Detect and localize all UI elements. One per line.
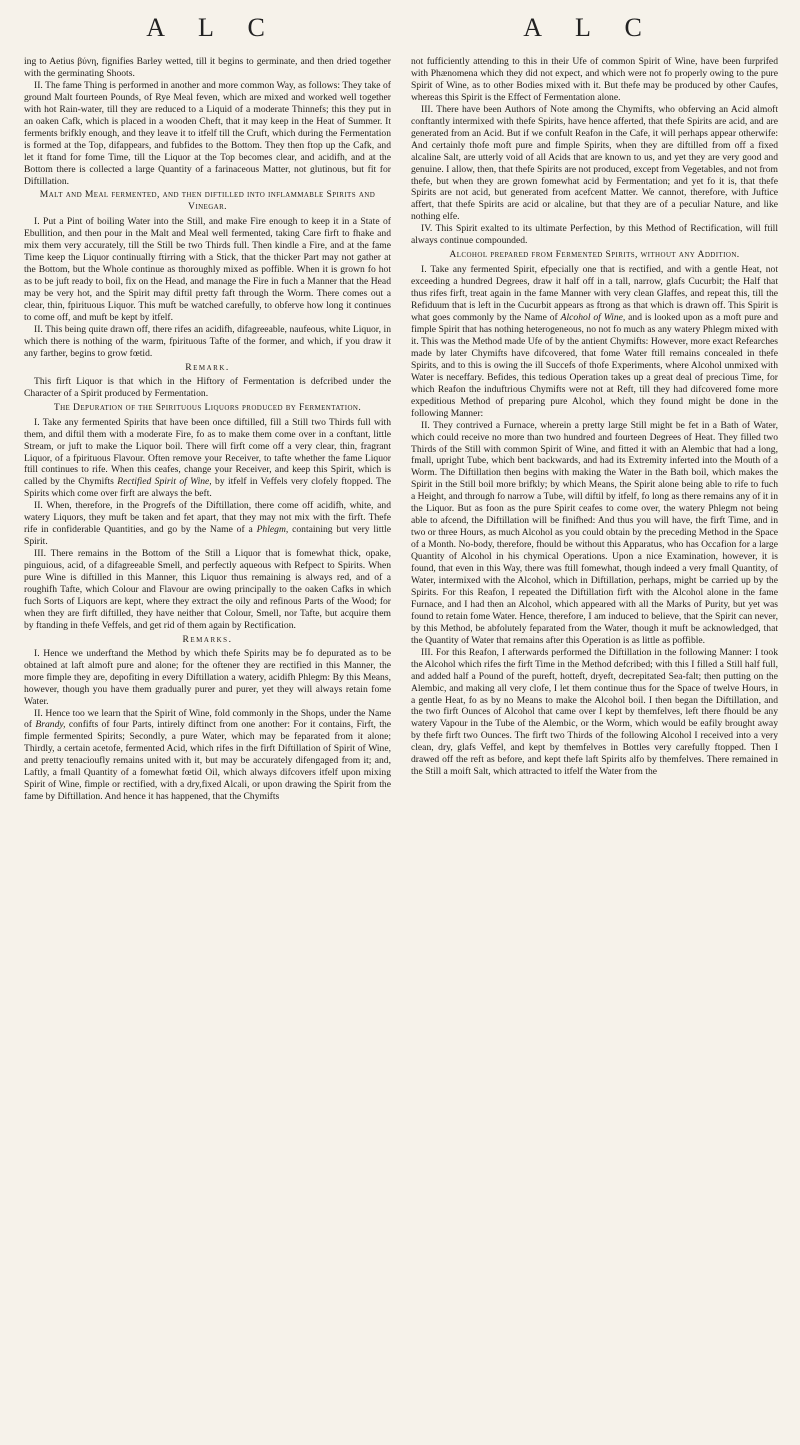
left-column: [24, 56, 391, 803]
paragraph: not fufficiently attending to this in their Ufe of common Spirit of Wine, have been furprifed with Phænomena which they did not expect, and which were not fo properly owing to the pure Spirit of Wine, as to other Bodies mixed with it. But thefe may be produced by other Caufes, whereas this Spirit is the Effect of Fermentation alone.: [411, 56, 778, 103]
paragraph: III. For this Reafon, I afterwards performed the Diftillation in the following Manner: I took the Alcohol which rifes the firft Time in the Method defcribed; with this I filled a Still half full, and added half a Pound of the pureft, hotteft, dryeft, decrepitated Sea-falt; then putting on the Alembic, and making all very clofe, I let them continue thus for the Space of twelve Hours, in a gentle Heat, fo as by no Means to make the Alcohol boil. I then began the Diftillation, and the two firft Ounces of Alcohol that came over I kept by themfelves, left there fhould be any watery Vapour in the Tube of the Alembic, or the Worm, which would be eafily brought away by thefe firft two Ounces. The firft two Thirds of the following Alcohol I received into a very clean, dry, glafs Veffel, and kept by themfelves in Bottles very carefully ftopped. Then I drawed off the reft as before, and kept thefe laft Spirits alfo by themfelves. There remained in the Still a moift Salt, which attracted to itfelf the Water from the: [411, 646, 778, 778]
section-heading: Malt and Meal fermented, and then diftilled into inflammable Spirits and Vinegar.: [39, 189, 376, 213]
remarks-heading: Remarks.: [182, 633, 233, 645]
emphasis: Phlegm,: [256, 524, 289, 536]
paragraph: I. Hence we underftand the Method by which thefe Spirits may be fo depurated as to be obtained at laft almoft pure and alone; for the oftener they are rectified in this Manner, the more fimple they are, depofiting in every Diftillation a watery, acidifh Phlegm: By this Means, however, though you have them gradually purer and purer, yet they will always retain fome Water.: [24, 647, 391, 707]
emphasis: Brandy,: [35, 719, 66, 731]
paragraph-text: II. Hence too we learn that the Spirit of Wine, fold commonly in the Shops, under the Name of: [24, 707, 391, 731]
section-heading: The Depuration of the Spirituous Liquors produced by Fermentation.: [53, 401, 362, 413]
paragraph: III. There have been Authors of Note among the Chymifts, who obferving an Acid almoft conftantly intermixed with thefe Spirits, have hence afferted, that thefe Spirits are acid, and are generated from an Acid. But if we confult Reafon in the Cafe, it will perhaps appear otherwife: And certainly thofe moft pure and fimple Spirits, when they are diftilled from off a fixed alcaline Salt, are utterly void of all Acids that are known to us, and yet they are very good and genuine. I allow, then, that thefe Spirits are not produced, except from Vegetables, and not from thefe, but when they are grown fomewhat acid by Fermentation; and yet fo it is, that thefe Spirits are not acid, but generated from acefcent Matter. We cannot, therefore, with Juftice affert, that thefe Spirits are acid or alcaline, but that they are of a peculiar Nature, and like nothing elfe.: [411, 103, 778, 223]
running-head-right: A L C: [523, 13, 656, 42]
paragraph-text: I. Take any fermented Spirit, efpecially one that is rectified, and with a gentle Heat, not exceeding a hundred Degrees, draw it half off in a tall, narrow, glafs Cucurbit; the Half that thus rifes firft, treat again in the fame Manner with very clean Glaffes, and repeat this, till the Refiduum that is left in the Cucurbit appears as ftrong as that which is drawn off. This Spirit is what goes commonly by the Name of: [411, 264, 778, 324]
paragraph: IV. This Spirit exalted to its ultimate Perfection, by this Method of Rectification, will ftill always continue compounded.: [411, 223, 778, 247]
emphasis: Rectified Spirit of Wine,: [117, 476, 212, 488]
paragraph: This firft Liquor is that which in the Hiftory of Fermentation is defcribed under the Character of a Spirit produced by Fermentation.: [24, 375, 391, 399]
paragraph-text: I. Take any fermented Spirits that have been once diftilled, fill a Still two Thirds full with them, and diftil them with a moderate Fire, fo as to make them come over in a conftant, little Stream, or juft to make the Liquor boil. There will firft come off a very clear, thin, fragrant Liquor, of a fpirituous Flavour. Often remove your Receiver, to tafte whether the fame Liquor ftill continues to rife. When this ceafes, change your Receiver, and keep this Spirit, which is called by the Chymifts: [24, 416, 391, 488]
paragraph: [24, 708, 391, 804]
paragraph: ing to Aetius βύνη, fignifies Barley wetted, till it begins to germinate, and then dried together with the germinating Shoots.: [24, 56, 391, 79]
paragraph-text: and is looked upon as a moft pure and fimple Spirit that has nothing heterogeneous, no not fo much as any watery Phlegm mixed with it. This was the Method made Ufe of by the antient Chymifts: However, more exact Refearches made by later Chymifts have difcovered, that fome Water ftill remains concealed in thefe Spirits, and to this is owing the ill Succefs of thofe Experiments, where Alcohol unmixed with Water is neceffary. Befides, this tedious Operation takes up a great deal of precious Time, for which Reafon the induftrious Chymifts were not at Reft, till they had difcovered fome more expeditious Method of preparing pure Alcohol, which they found might be done in the following Manner:: [411, 312, 779, 419]
paragraph: [24, 417, 391, 501]
paragraph-text: by itfelf in Veffels very clofely ftopped. The Spirits which come over firft are always the beft.: [24, 476, 391, 500]
paragraph-text: II. When, therefore, in the Progrefs of the Diftillation, there come off acidifh, white, and watery Liquors, they muft be taken and fet apart, that they may not mix with the firft. Thefe rife in confiderable Quantities, and go by the Name of a: [24, 500, 391, 536]
paragraph: II. The fame Thing is performed in another and more common Way, as follows: They take of ground Malt fourteen Pounds, of Rye Meal feven, which are mixed and worked well together with hot Rain-water, till they are reduced to a Liquid of a moderate Thinnefs; this they put in an oaken Cafk, which is placed in a wooden Cheft, that it may keep in the Heat of Summer. It ferments brifkly enough, and they leave it to itfelf till the Cruft, which during the Fermentation is formed at the Top, difappears, and fubfides to the Bottom. They then ftop up the Cafk, and let it ftand for fome Time, till the Liquor at the Top becomes clear, and acidifh, and at the Bottom there is collected a large Quantity of a farinaceous Matter, not glutinous, but fit for Diftillation.: [24, 79, 391, 187]
paragraph: III. There remains in the Bottom of the Still a Liquor that is fomewhat thick, opake, pinguious, acid, of a difagreeable Smell, and perfectly aqueous with Refpect to Spirits. When pure Wine is diftilled in this Manner, this Liquor thus remaining is always red, and of a roughifh Tafte, which Colour and Flavour are owing principally to the oaken Cafks in which fuch Sorts of Liquors are kept, where they extract the oily and refinous Parts of the Wood; for when they are firft diftilled, they have neither that Colour, Smell, nor Tafte, but acquire them by ftanding in thefe Veffels, and get rid of them again by Rectification.: [24, 548, 391, 631]
running-head-left: A L C: [146, 13, 279, 42]
paragraph: [24, 500, 391, 548]
running-head: [24, 0, 778, 56]
paragraph-text: containing but very little Spirit.: [24, 524, 391, 548]
remark-heading: Remark.: [185, 361, 230, 373]
paragraph: [411, 264, 778, 419]
right-column: [411, 56, 778, 803]
paragraph: II. This being quite drawn off, there rifes an acidifh, difagreeable, naufeous, white Liquor, in which there is nothing of the warm, fpirituous Tafte of the former, and which, if you draw it any farther, begins to grow fœtid.: [24, 323, 391, 359]
text-columns: [24, 56, 778, 803]
paragraph: II. They contrived a Furnace, wherein a pretty large Still might be fet in a Bath of Water, which could receive no more than two hundred and fourteen Degrees of Heat. They filled two Thirds of the Still with common Spirit of Wine, and fitted it with an Alembic that had a long, fmall, upright Tube, which bent backwards, and had its Extremity inferted into the Mouth of a Worm. The Diftillation then begins with making the Water in the Bath boil, which makes the Spirit in the Still boil more brifkly; by which Means, the Spirit alone being able to rife to fuch a Height, and through fo narrow a Tube, will diftil by itfelf, fo long as there remains any of it in the Liquor. But as foon as the pure Spirit ceafes to come over, the watery Phlegm not being able to afcend, the Diftillation will be finifhed: And thus you will have, the firft Time, and in two or three Hours, as much Alcohol as you could obtain by the preceding Method in the Space of a Month. No-body, therefore, fhould be without this Apparatus, who has Occafion for a large Quantity of Alcohol in his chymical Operations. Upon a nice Examination, however, it is found, that even in this Way, there was ftill fomewhat, though indeed a very fmall Quantity, of Water, intermixed with the Alcohol, which in Diftillation, perhaps, might be carried up by the Spirits. For this Reafon, I repeated the Diftillation firft with the Alcohol alone in the fame Furnace, and I had then an Alcohol, which appeared with all the Marks of Purity, but yet was found to retain fome Water. Hence, therefore, I am induced to believe, that the Spirit can never, by this Method, be abfolutely feparated from the Water, though it muft be acknowledged, that the Quantity of Water that remains after this Operation is as little as poffible.: [411, 419, 778, 646]
section-heading: Alcohol prepared from Fermented Spirits, without any Addition.: [449, 249, 740, 261]
paragraph-text: confifts of four Parts, intirely diftinct from one another: For it contains, Firft, the fimple fermented Spirits; Secondly, a pure Water, which may be feparated from it alone; Thirdly, a certain acetofe, fermented Acid, which rifes in the firft Diftillation of Spirit of Wine, and pretty tenacioufly remains united with it, but may be accurately difengaged from it; and, Laftly, a fmall Quantity of a fomewhat fœtid Oil, which always difcovers itfelf upon mixing Spirit of Wine, fimple or rectified, with a dry,fixed Alcali, or upon drawing the Spirit from the fame by Diftillation. And hence it has happened, that the Chymifts: [24, 719, 392, 803]
paragraph: I. Put a Pint of boiling Water into the Still, and make Fire enough to keep it in a State of Ebullition, and then pour in the Malt and Meal well fermented, taking Care firft to fhake and mix them very accurately, till the Still be two Thirds full. Then kindle a Fire, and at the fame Time keep the Liquor continually ftirring with a Stick, that the thicker Part may not gather at the Bottom, but the Whole continue as thoroughly mixed as poffible. When it is grown fo hot as to be juft ready to boil, fix on the Head, and manage the Fire in fuch a Manner that the Head may be very hot, and the Spirit may diftil pretty faft through the Worm. There comes out a clear, thin, fpirituous Liquor. This muft be watched carefully, to obferve how long it continues to come off, and muft be kept by itfelf.: [24, 216, 391, 324]
emphasis: Alcohol of Wine,: [560, 312, 626, 324]
